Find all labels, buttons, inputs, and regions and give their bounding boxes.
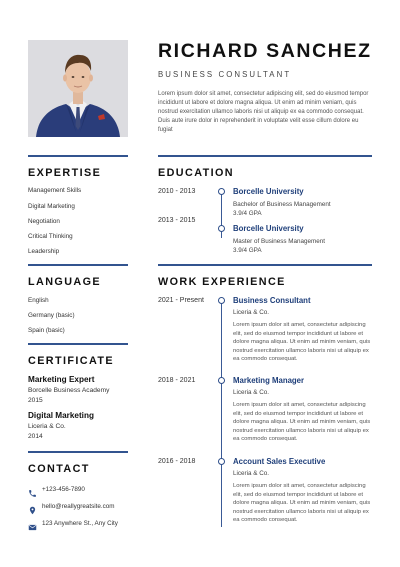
candidate-role: BUSINESS CONSULTANT bbox=[158, 70, 292, 79]
certificate-title: CERTIFICATE bbox=[28, 355, 114, 367]
language-title: LANGUAGE bbox=[28, 276, 101, 288]
timeline-dot bbox=[218, 297, 225, 304]
expertise-item: Management Skills bbox=[28, 187, 82, 194]
candidate-name: RICHARD SANCHEZ bbox=[158, 40, 372, 62]
certificate-year: 2015 bbox=[28, 397, 43, 404]
work-position: Marketing Manager bbox=[233, 376, 305, 385]
work-timeline-line bbox=[221, 300, 222, 527]
timeline-dot bbox=[218, 377, 225, 384]
location-pin-icon bbox=[28, 502, 37, 511]
work-position: Account Sales Executive bbox=[233, 457, 326, 466]
work-description: Lorem ipsum dolor sit amet, consectetur adipiscing elit, sed do eiusmod tempor incididunt ut labore et dolore magna aliqua. Ut enim ad minim veniam, quis nostrud exercitation ullamco laboris nisi ut aliquip ex ea commodo consequat. bbox=[233, 483, 371, 524]
certificate-name: Digital Marketing bbox=[28, 411, 94, 420]
certificate-year: 2014 bbox=[28, 433, 43, 440]
work-company: Liceria & Co. bbox=[233, 309, 270, 316]
certificate-org: Borcelle Business Academy bbox=[28, 387, 110, 394]
timeline-dot bbox=[218, 188, 225, 195]
contact-address: 123 Anywhere St., Any City bbox=[42, 520, 118, 527]
certificate-org: Liceria & Co. bbox=[28, 423, 66, 430]
work-company: Liceria & Co. bbox=[233, 470, 270, 477]
divider bbox=[28, 343, 128, 345]
work-title: WORK EXPERIENCE bbox=[158, 276, 286, 288]
education-school: Borcelle University bbox=[233, 224, 304, 233]
divider bbox=[28, 451, 128, 453]
language-item: Germany (basic) bbox=[28, 312, 75, 319]
portrait-illustration bbox=[28, 40, 128, 137]
expertise-item: Digital Marketing bbox=[28, 203, 75, 210]
education-gpa: 3.9/4 GPA bbox=[233, 210, 262, 217]
work-date: 2021 - Present bbox=[158, 297, 204, 304]
divider bbox=[28, 264, 128, 266]
education-title: EDUCATION bbox=[158, 167, 234, 179]
email-icon bbox=[28, 519, 37, 528]
certificate-name: Marketing Expert bbox=[28, 375, 95, 384]
contact-email[interactable]: hello@reallygreatsite.com bbox=[42, 503, 115, 510]
contact-phone[interactable]: +123-456-7890 bbox=[42, 486, 85, 493]
work-date: 2018 - 2021 bbox=[158, 377, 196, 384]
education-date: 2010 - 2013 bbox=[158, 188, 196, 195]
work-description: Lorem ipsum dolor sit amet, consectetur adipiscing elit, sed do eiusmod tempor incididunt ut labore et dolore magna aliqua. Ut enim ad minim veniam, quis nostrud exercitation ullamco laboris nisi ut aliquip ex ea commodo consequat. bbox=[233, 402, 371, 443]
education-degree: Bachelor of Business Management bbox=[233, 201, 331, 208]
education-gpa: 3.9/4 GPA bbox=[233, 247, 262, 254]
expertise-item: Critical Thinking bbox=[28, 233, 73, 240]
expertise-item: Negotiation bbox=[28, 218, 60, 225]
divider bbox=[28, 155, 128, 157]
work-company: Liceria & Co. bbox=[233, 389, 270, 396]
phone-icon bbox=[28, 485, 37, 494]
expertise-item: Leadership bbox=[28, 248, 60, 255]
divider bbox=[158, 264, 372, 266]
contact-title: CONTACT bbox=[28, 463, 90, 475]
timeline-dot bbox=[218, 225, 225, 232]
education-date: 2013 - 2015 bbox=[158, 217, 196, 224]
timeline-dot bbox=[218, 458, 225, 465]
language-item: Spain (basic) bbox=[28, 327, 65, 334]
work-date: 2016 - 2018 bbox=[158, 458, 196, 465]
work-position: Business Consultant bbox=[233, 296, 311, 305]
education-degree: Master of Business Management bbox=[233, 238, 326, 245]
education-school: Borcelle University bbox=[233, 187, 304, 196]
work-description: Lorem ipsum dolor sit amet, consectetur adipiscing elit, sed do eiusmod tempor incididunt ut labore et dolore magna aliqua. Ut enim ad minim veniam, quis nostrud exercitation ullamco laboris nisi ut aliquip ex ea commodo consequat. bbox=[233, 322, 371, 363]
profile-photo bbox=[28, 40, 128, 137]
intro-paragraph: Lorem ipsum dolor sit amet, consectetur adipiscing elit, sed do eiusmod tempor incididunt ut labore et dolore magna aliqua. Ut enim ad minim veniam, quis nostrud exercitation ullamco laboris nisi ut aliquip ex ea commodo consequat. Duis aute irure dolor in reprehenderit in voluptate velit esse cillum dolore eu fugiat bbox=[158, 91, 369, 133]
expertise-title: EXPERTISE bbox=[28, 167, 102, 179]
language-item: English bbox=[28, 297, 49, 304]
divider bbox=[158, 155, 372, 157]
